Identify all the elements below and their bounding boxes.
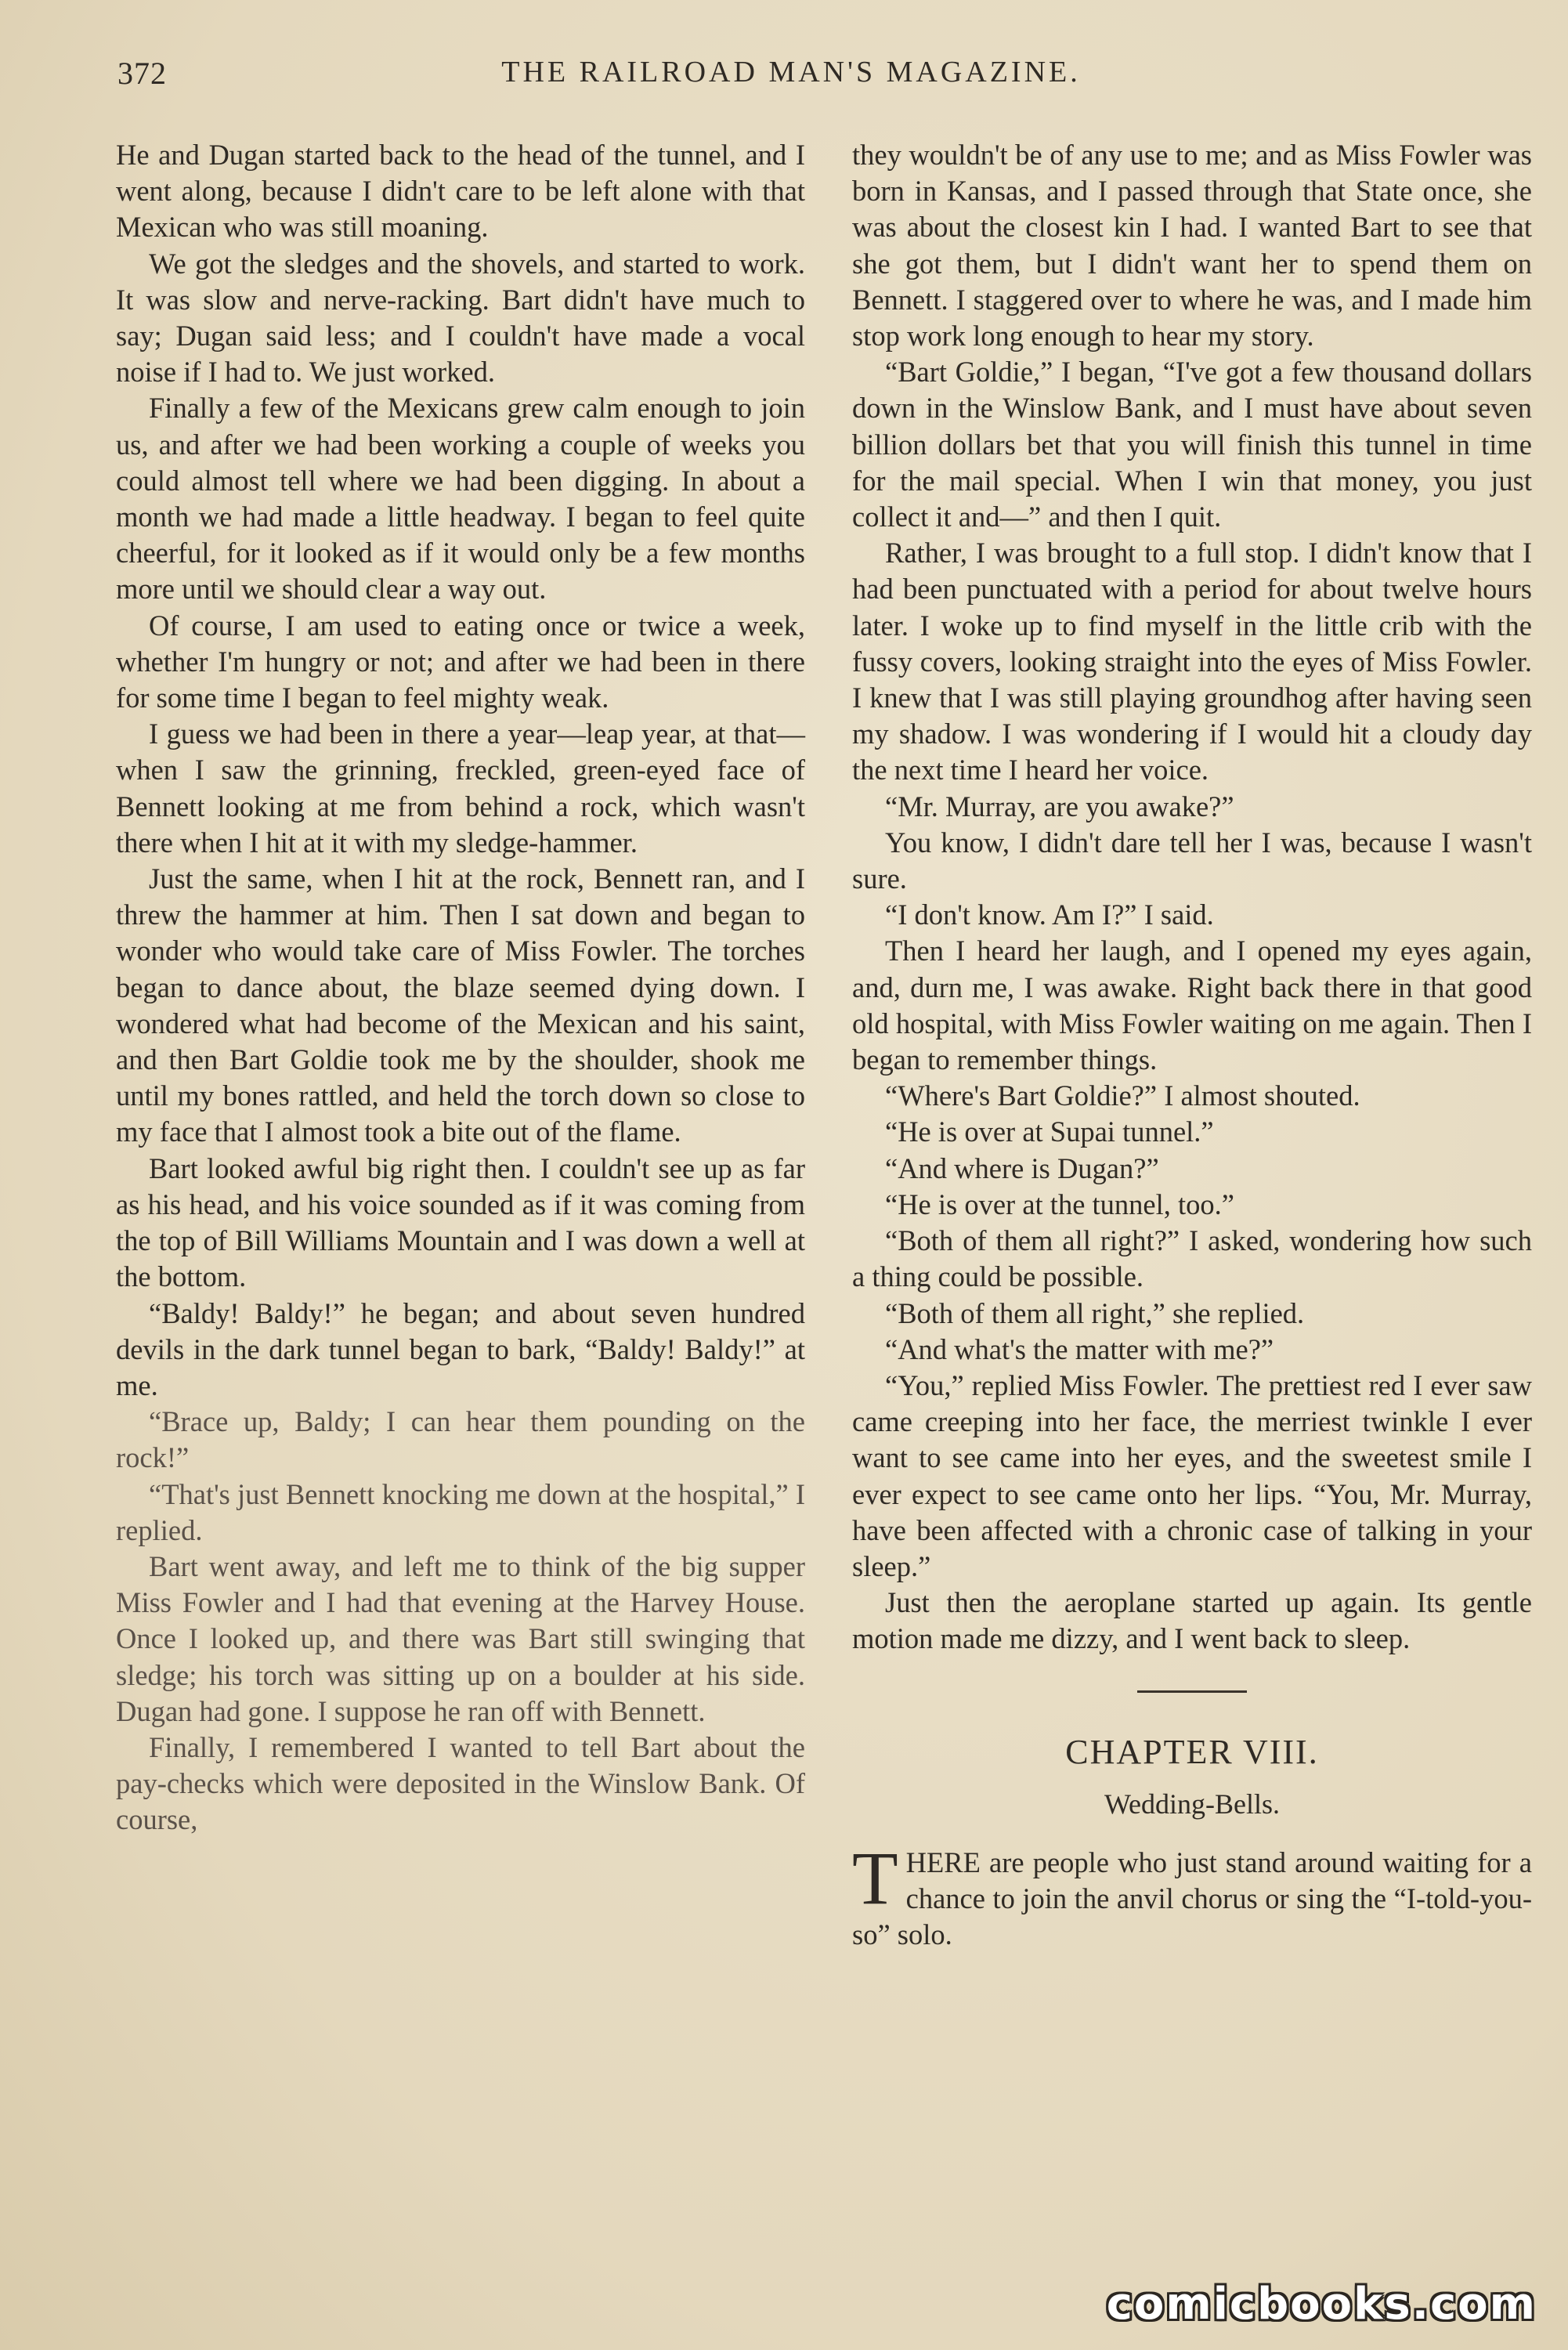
section-divider <box>1137 1690 1247 1693</box>
paragraph: “And where is Dugan?” <box>885 1152 1159 1184</box>
paragraph: I guess we had been in there a year—leap year, at that—when I saw the grinning, freckled, green-eyed face of Bennett looking at me from behind a rock, which wasn't there when I hit at it with my sledge-hammer. <box>116 718 805 859</box>
page-number: 372 <box>117 56 167 91</box>
watermark-logo: comicbooks.com <box>1106 2279 1537 2330</box>
paragraph: “Baldy! Baldy!” he began; and about seven hundred devils in the dark tunnel began to bark, “Baldy! Baldy!” at me. <box>116 1296 805 1401</box>
paragraph: Of course, I am used to eating once or twice a week, whether I'm hungry or not; and after we had been in there for some time I began to feel mighty weak. <box>116 609 805 714</box>
paragraph: Finally, I remembered I wanted to tell Bart about the pay-checks which were deposited in the Winslow Bank. Of course, <box>116 1730 805 1836</box>
paragraph: “Both of them all right,” she replied. <box>885 1296 1305 1329</box>
paragraph: “Mr. Murray, are you awake?” <box>885 790 1234 822</box>
paragraph: “Bart Goldie,” I began, “I've got a few thousand dollars down in the Winslow Bank, and I must have about seven billion dollars bet that you will finish this tunnel in time for the mail special. When I win that money, you just collect it and—” and then I quit. <box>852 356 1532 533</box>
paragraph: “I don't know. Am I?” I said. <box>885 898 1214 931</box>
paragraph: “Both of them all right?” I asked, wondering how such a thing could be possible. <box>852 1224 1532 1293</box>
paragraph: Finally a few of the Mexicans grew calm enough to join us, and after we had been working a couple of weeks you could almost tell where we had been digging. In about a month we had made a little headway. I began to feel quite cheerful, for it looked as if it would only be a few months more until we should clear a way out. <box>116 392 805 606</box>
page-header <box>117 55 1465 102</box>
paragraph: Bart went away, and left me to think of the big supper Miss Fowler and I had that evening at the Harvey House. Once I looked up, and there was Bart still swinging that sledge; his torch was sitting up on a boulder at his side. Dugan had gone. I suppose he ran off with Bennett. <box>116 1549 805 1727</box>
paragraph: Just then the aeroplane started up again. Its gentle motion made me dizzy, and I went back to sleep. <box>852 1586 1532 1655</box>
paragraph: Rather, I was brought to a full stop. I didn't know that I had been punctuated with a period for about twelve hours later. I woke up to find myself in the little crib with the fussy covers, looking straight into the eyes of Miss Fowler. I knew that I was still playing groundhog after having seen my shadow. I was wondering if I would hit a cloudy day the next time I heard her voice. <box>852 537 1532 786</box>
chapter-heading: CHAPTER VIII. <box>1065 1732 1319 1771</box>
paragraph: “And what's the matter with me?” <box>885 1332 1274 1365</box>
paragraph: You know, I didn't dare tell her I was, because I wasn't sure. <box>852 826 1532 895</box>
paragraph: “He is over at the tunnel, too.” <box>885 1188 1234 1220</box>
right-column <box>852 137 1532 2248</box>
paragraph: Bart looked awful big right then. I couldn't see up as far as his head, and his voice sounded as if it was coming from the top of Bill Williams Mountain and I was down a well at the bottom. <box>116 1152 805 1293</box>
paragraph: “Where's Bart Goldie?” I almost shouted. <box>885 1079 1360 1112</box>
paragraph: We got the sledges and the shovels, and started to work. It was slow and nerve-racking. Bart didn't have much to say; Dugan said less; and I couldn't have made a vocal noise if I had to. We just worked. <box>116 247 805 389</box>
paragraph: He and Dugan started back to the head of the tunnel, and I went along, because I didn't care to be left alone with that Mexican who was still moaning. <box>116 139 805 244</box>
paragraph: “You,” replied Miss Fowler. The prettiest red I ever saw came creeping into her face, the merriest twinkle I ever want to see came into her eyes, and the sweetest smile I ever expect to see came onto her lips. “You, Mr. Murray, have been affected with a chronic case of talking in your sleep.” <box>852 1368 1532 1582</box>
paragraph: “Brace up, Baldy; I can hear them pounding on the rock!” <box>116 1405 805 1474</box>
left-column <box>116 137 805 2248</box>
chapter-subtitle: Wedding-Bells. <box>1104 1788 1281 1820</box>
paragraph: “He is over at Supai tunnel.” <box>885 1115 1214 1148</box>
drop-cap: T <box>852 1835 898 1920</box>
paragraph: Just the same, when I hit at the rock, Bennett ran, and I threw the hammer at him. Then I sat down and began to wonder who would take care of Miss Fowler. The torches began to dance about, the blaze seemed dying down. I wondered what had become of the Mexican and his saint, and then Bart Goldie took me by the shoulder, shook me until my bones rattled, and held the torch down so close to my face that I almost took a bite out of the flame. <box>116 862 805 1148</box>
opening-paragraph: HERE are people who just stand around waiting for a chance to join the anvil chorus or sing the “I-told-you-so” solo. <box>852 1846 1532 1950</box>
chapter-opening <box>852 1835 1532 1954</box>
running-head: THE RAILROAD MAN'S MAGAZINE. <box>501 56 1081 89</box>
paragraph: Then I heard her laugh, and I opened my eyes again, and, durn me, I was awake. Right back there in that good old hospital, with Miss Fowler waiting on me again. Then I began to remember things. <box>852 935 1532 1076</box>
paragraph: they wouldn't be of any use to me; and as Miss Fowler was born in Kansas, and I passed through that State once, she was about the closest kin I had. I wanted Bart to see that she got them, but I didn't want her to spend them on Bennett. I staggered over to where he was, and I made him stop work long enough to hear my story. <box>852 139 1532 352</box>
paragraph: “That's just Bennett knocking me down at the hospital,” I replied. <box>116 1477 805 1546</box>
